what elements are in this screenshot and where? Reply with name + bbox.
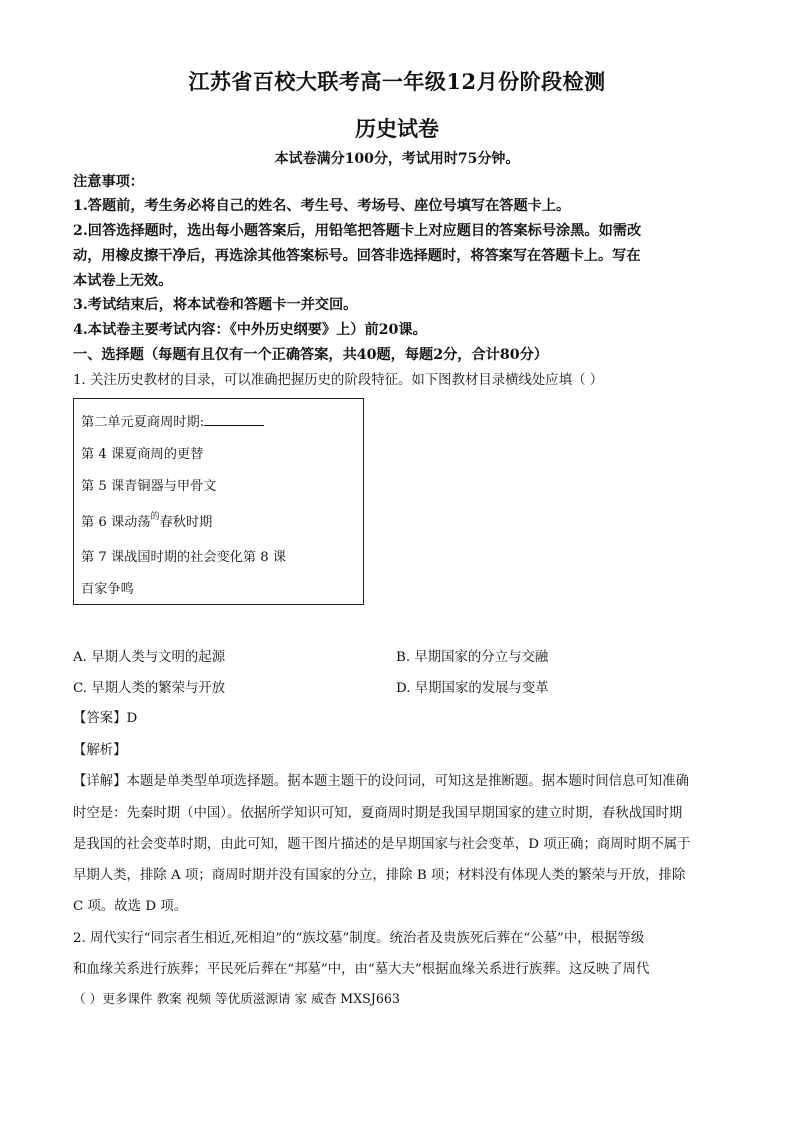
note-3: 3.考试结束后，将本试卷和答题卡一并交回。 [73,297,358,313]
note-2-line-3: 本试卷上无效。 [73,273,173,289]
answer-blank [204,412,264,426]
notes-heading: 注意事项： [73,174,144,190]
contents-line-4-part-b: 春秋时期 [159,515,213,530]
section-heading: 一、选择题（每题有且仅有一个正确答案，共40题，每题2分，合计80分） [73,347,548,363]
contents-line-6: 百家争鸣 [81,582,134,597]
detail-line-1: 【详解】本题是单类型单项选择题。据本题主题干的设问词，可知这是推断题。据本题时间信息可知准确 [73,774,689,789]
textbook-contents-box [73,398,364,605]
analysis-heading: 【解析】 [73,743,127,758]
exam-subject: 历史试卷 [355,116,439,141]
contents-line-4-superscript: 的 [150,512,160,522]
note-1: 1.答题前，考生务必将自己的姓名、考生号、考场号、座位号填写在答题卡上。 [73,198,571,214]
contents-line-3: 第 5 课青铜器与甲骨文 [81,479,217,494]
question-1-stem: 1. 关注历史教材的目录，可以准确把握历史的阶段特征。如下图教材目录横线处应填（ ） [73,373,604,388]
question-2-line-1: 2. 周代实行“同宗者生相近,死相迫”的“族坟墓”制度。统治者及贵族死后葬在“公墓”中，根据等级 [73,931,645,946]
contents-line-4 [81,511,212,530]
option-b: B. 早期国家的分立与交融 [396,650,549,665]
note-2-line-1: 2.回答选择题时，选出每小题答案后，用铅笔把答题卡上对应题目的答案标号涂黑。如需改 [73,223,642,239]
option-a: A. 早期人类与文明的起源 [73,650,226,665]
option-c: C. 早期人类的繁荣与开放 [73,681,226,696]
note-4: 4.本试卷主要考试内容：《中外历史纲要》上）前20课。 [73,322,427,338]
contents-line-5: 第 7 课战国时期的社会变化第 8 课 [81,550,286,565]
answer-label: 【答案】D [73,711,138,726]
contents-unit-label: 第二单元夏商周时期: [81,415,205,430]
contents-line-2: 第 4 课夏商周的更替 [81,447,204,462]
contents-line-4-part-a: 第 6 课动荡 [81,515,151,530]
note-2-line-2: 动，用橡皮擦干净后，再选涂其他答案标号。回答非选择题时，将答案写在答题卡上。写在 [73,248,641,264]
exam-info: 本试卷满分100分，考试用时75分钟。 [274,151,520,167]
detail-line-4: 早期人类，排除 A 项；商周时期并没有国家的分立，排除 B 项；材料没有体现人类的繁荣与开放，排除 [73,868,686,883]
detail-line-2: 时空是：先秦时期（中国）。依据所学知识可知，夏商周时期是我国早期国家的建立时期，春秋战国时期 [73,806,683,821]
contents-line-1 [81,411,264,430]
question-2-line-2: 和血缘关系进行族葬；平民死后葬在“邦墓”中，由“墓大夫”根据血缘关系进行族葬。这反映了周代 [73,962,650,977]
detail-line-5: C 项。故选 D 项。 [73,899,188,914]
detail-line-3: 是我国的社会变革时期，由此可知，题干图片描述的是早期国家与社会变革，D 项正确；商周时期不属于 [73,837,691,852]
exam-title: 江苏省百校大联考高一年级12月份阶段检测 [188,69,606,94]
option-d: D. 早期国家的发展与变革 [396,681,549,696]
question-2-line-3: （ ）更多课件 教案 视频 等优质滋源请 家 威杳 MXSJ663 [73,991,400,1006]
